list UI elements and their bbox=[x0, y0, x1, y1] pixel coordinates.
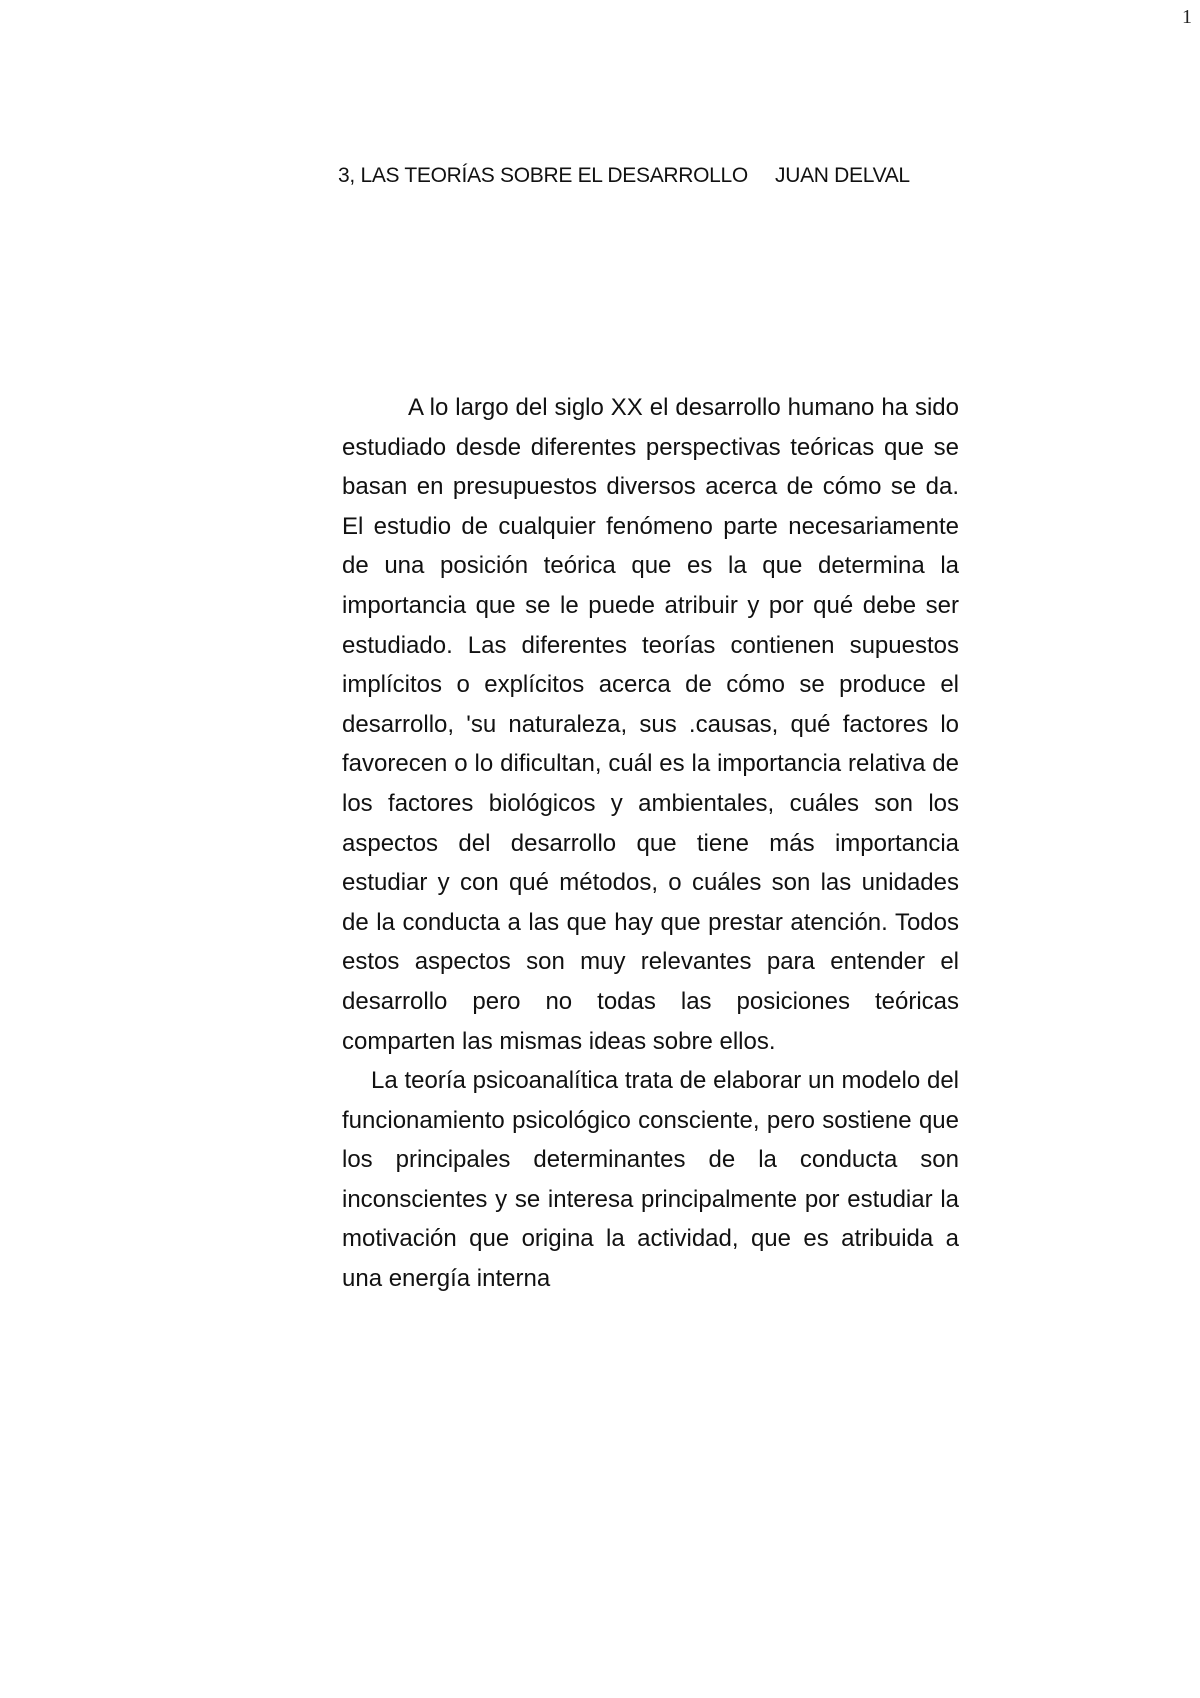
paragraph: La teoría psicoanalítica trata de elaborar un modelo del funcionamiento psicológico consciente, pero sostiene que los principales determinantes de la conducta son inconscientes y se interesa principalmente por estudiar la motivación que origina la actividad, que es atribuida a una energía interna bbox=[342, 1067, 959, 1293]
body-text bbox=[342, 388, 959, 1299]
paragraph: A lo largo del siglo XX el desarrollo humano ha sido estudiado desde diferentes perspectivas teóricas que se basan en presupuestos diversos acerca de cómo se da. El estudio de cualquier fenómeno parte necesariamente de una posición teórica que es la que determina la importancia que se le puede atribuir y por qué debe ser estudiado. Las diferentes teorías contienen supuestos implícitos o explícitos acerca de cómo se produce el desarrollo, 'su naturaleza, sus .causas, qué factores lo favorecen o lo dificultan, cuál es la importancia relativa de los factores biológicos y ambientales, cuáles son los aspectos del desarrollo que tiene más importancia estudiar y con qué métodos, o cuáles son las unidades de la conducta a las que hay que prestar atención. Todos estos aspectos son muy relevantes para entender el desarrollo pero no todas las posiciones teóricas comparten las mismas ideas sobre ellos. bbox=[342, 394, 959, 1055]
page-number: 1 bbox=[1182, 6, 1192, 28]
document-header bbox=[338, 164, 910, 188]
chapter-title: 3, LAS TEORÍAS SOBRE EL DESARROLLO bbox=[338, 164, 748, 187]
author-name: JUAN DELVAL bbox=[775, 164, 910, 187]
